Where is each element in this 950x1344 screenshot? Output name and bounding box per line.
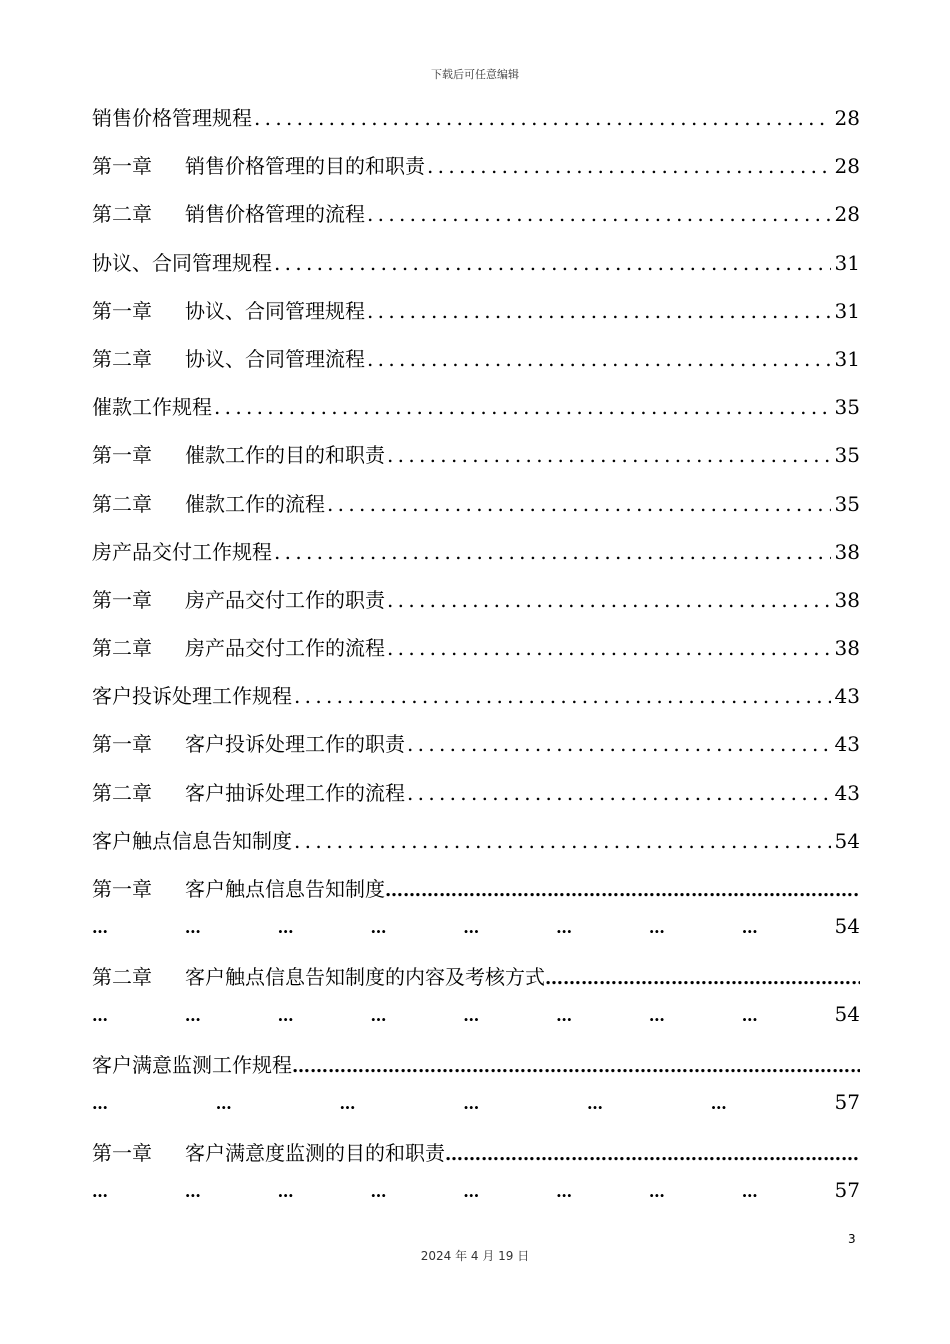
toc-page-number: 43 — [834, 684, 860, 709]
toc-entry[interactable] — [92, 821, 860, 869]
toc-entry-wrapped[interactable] — [92, 1133, 860, 1221]
page-header: 下载后可任意编辑 — [431, 68, 519, 81]
toc-chapter-label: 第一章 — [92, 1141, 152, 1165]
toc-title: 客户投诉处理工作的职责 — [185, 732, 405, 757]
dot-leader — [387, 588, 831, 612]
toc-chapter-label: 第二章 — [92, 346, 152, 371]
dot-leader — [407, 781, 831, 805]
toc-title: 协议、合同管理流程 — [185, 346, 365, 371]
toc-page-number: 38 — [834, 539, 860, 564]
toc-entry[interactable] — [92, 291, 860, 339]
toc-entry[interactable] — [92, 339, 860, 387]
ellipsis-mark: … — [370, 1182, 387, 1201]
ellipsis-mark: … — [339, 1094, 356, 1113]
toc-entry[interactable] — [92, 194, 860, 242]
ellipsis-mark: … — [648, 918, 665, 937]
ellipsis-mark: … — [741, 1182, 758, 1201]
dot-leader — [274, 540, 831, 564]
ellipsis-mark: … — [92, 1094, 108, 1113]
toc-page-number: 35 — [834, 443, 860, 468]
toc-simple-entries — [92, 98, 860, 869]
ellipsis-mark: … — [277, 1006, 294, 1025]
ellipsis-mark: … — [215, 1094, 232, 1113]
toc-page-number: 28 — [834, 106, 860, 130]
toc-title: 客户触点信息告知制度 — [185, 877, 385, 901]
ellipsis-mark: … — [710, 1094, 727, 1113]
toc-page-number: 38 — [834, 636, 860, 661]
ellipsis-mark: … — [277, 1182, 294, 1201]
toc-title: 协议、合同管理规程 — [185, 298, 365, 323]
toc-title: 销售价格管理规程 — [92, 106, 252, 130]
toc-entry[interactable] — [92, 435, 860, 483]
ellipsis-mark: … — [277, 918, 294, 937]
toc-page-number: 57 — [834, 1178, 860, 1202]
dot-leader — [274, 251, 831, 275]
dot-leader — [367, 299, 831, 323]
toc-entry[interactable] — [92, 146, 860, 194]
ellipsis-mark: … — [556, 1182, 573, 1201]
dot-leader — [367, 347, 831, 371]
toc-page-number: 35 — [834, 491, 860, 516]
toc-entry-wrapped[interactable] — [92, 869, 860, 957]
toc-page-number: 57 — [834, 1090, 860, 1114]
ellipsis-mark: … — [463, 1006, 480, 1025]
dot-leader — [214, 395, 831, 419]
ellipsis-mark: … — [184, 1182, 201, 1201]
toc-chapter-label: 第二章 — [92, 202, 152, 227]
toc-chapter-label: 第一章 — [92, 154, 152, 179]
ellipsis-leader — [545, 968, 860, 989]
toc-title: 客户触点信息告知制度的内容及考核方式 — [185, 965, 545, 989]
toc-title: 销售价格管理的流程 — [185, 202, 365, 227]
toc-chapter-label: 第一章 — [92, 587, 152, 612]
ellipsis-mark: … — [741, 918, 758, 937]
toc-entry[interactable] — [92, 98, 860, 146]
toc-page-number: 28 — [834, 202, 860, 227]
toc-title: 催款工作的目的和职责 — [185, 443, 385, 468]
toc-page-number: 31 — [834, 346, 860, 371]
ellipsis-mark: … — [370, 918, 387, 937]
ellipsis-mark: … — [92, 1182, 108, 1201]
page-number: 3 — [848, 1232, 856, 1246]
toc-page-number: 43 — [834, 732, 860, 757]
footer-date: 2024 年 4 月 19 日 — [420, 1249, 530, 1263]
toc-title: 房产品交付工作规程 — [92, 539, 272, 564]
toc-entry-wrapped[interactable] — [92, 957, 860, 1045]
ellipsis-mark: … — [92, 1006, 108, 1025]
toc-title: 房产品交付工作的职责 — [185, 587, 385, 612]
toc-entry[interactable] — [92, 580, 860, 628]
ellipsis-leader — [292, 1056, 860, 1077]
toc-entry[interactable] — [92, 773, 860, 821]
toc-chapter-label: 第二章 — [92, 491, 152, 516]
toc-entry[interactable] — [92, 628, 860, 676]
dot-leader — [294, 684, 831, 708]
toc-entry[interactable] — [92, 532, 860, 580]
ellipsis-mark: … — [463, 918, 480, 937]
dot-leader — [294, 829, 831, 853]
dot-leader — [407, 732, 831, 756]
dot-leader — [367, 202, 831, 226]
ellipsis-mark: … — [556, 918, 573, 937]
ellipsis-mark: … — [463, 1094, 480, 1113]
toc-entry[interactable] — [92, 676, 860, 724]
toc-page-number: 38 — [834, 587, 860, 612]
toc-title: 客户触点信息告知制度 — [92, 828, 292, 853]
toc-page-number: 54 — [834, 1002, 860, 1026]
dot-leader — [387, 443, 831, 467]
dot-leader — [427, 154, 831, 178]
ellipsis-leader — [445, 1144, 860, 1165]
toc-title: 销售价格管理的目的和职责 — [185, 154, 425, 179]
table-of-contents — [92, 98, 860, 1221]
toc-page-number: 54 — [834, 828, 860, 853]
ellipsis-mark: … — [184, 918, 201, 937]
toc-page-number: 28 — [834, 154, 860, 179]
toc-chapter-label: 第二章 — [92, 965, 152, 989]
ellipsis-mark: … — [92, 918, 108, 937]
toc-chapter-label: 第一章 — [92, 298, 152, 323]
ellipsis-mark: … — [463, 1182, 480, 1201]
toc-entry[interactable] — [92, 724, 860, 772]
toc-page-number: 35 — [834, 395, 860, 420]
toc-chapter-label: 第二章 — [92, 780, 152, 805]
ellipsis-mark: … — [587, 1094, 603, 1113]
toc-title: 协议、合同管理规程 — [92, 250, 272, 275]
toc-entry[interactable] — [92, 484, 860, 532]
toc-title: 客户满意度监测的目的和职责 — [185, 1141, 445, 1165]
toc-title: 客户抽诉处理工作的流程 — [185, 780, 405, 805]
toc-title: 催款工作规程 — [92, 395, 212, 420]
ellipsis-mark: … — [741, 1006, 758, 1025]
toc-title: 客户投诉处理工作规程 — [92, 684, 292, 709]
toc-title: 客户满意监测工作规程 — [92, 1053, 292, 1077]
toc-entry[interactable] — [92, 387, 860, 435]
dot-leader — [254, 106, 831, 130]
ellipsis-mark: … — [648, 1182, 665, 1201]
toc-chapter-label: 第一章 — [92, 443, 152, 468]
toc-title: 房产品交付工作的流程 — [185, 636, 385, 661]
toc-chapter-label: 第二章 — [92, 636, 152, 661]
toc-chapter-label: 第一章 — [92, 732, 152, 757]
dot-leader — [387, 636, 831, 660]
toc-page-number: 54 — [834, 914, 860, 938]
ellipsis-mark: … — [556, 1006, 573, 1025]
toc-entry-wrapped[interactable] — [92, 1045, 860, 1133]
toc-page-number: 43 — [834, 780, 860, 805]
ellipsis-mark: … — [648, 1006, 665, 1025]
toc-chapter-label: 第一章 — [92, 877, 152, 901]
toc-page-number: 31 — [834, 250, 860, 275]
toc-wrapped-entries — [92, 869, 860, 1221]
toc-title: 催款工作的流程 — [185, 491, 325, 516]
ellipsis-mark: … — [370, 1006, 387, 1025]
toc-entry[interactable] — [92, 243, 860, 291]
toc-page-number: 31 — [834, 298, 860, 323]
dot-leader — [327, 492, 831, 516]
ellipsis-leader — [385, 880, 860, 901]
ellipsis-mark: … — [184, 1006, 201, 1025]
